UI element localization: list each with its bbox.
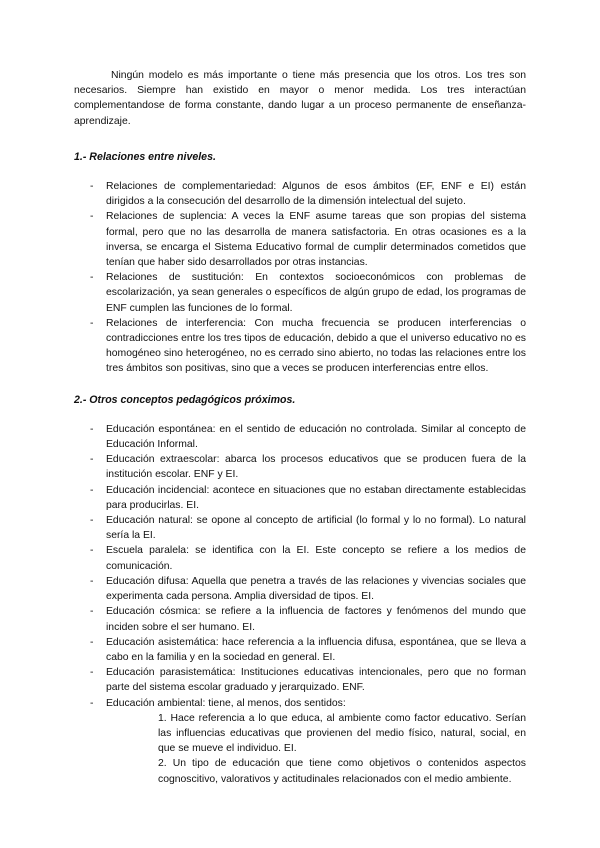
list-item bbox=[74, 270, 526, 316]
list-item bbox=[74, 179, 526, 209]
list-item bbox=[74, 422, 526, 452]
bullet-dash: - bbox=[90, 697, 94, 709]
bullet-dash: - bbox=[90, 545, 94, 557]
list-item-text: Relaciones de complementariedad: Algunos de esos ámbitos (EF, ENF e EI) están dirigidos a la consecución del desarrollo de la dimensión intelectual del sujeto. bbox=[106, 181, 526, 208]
list-item-text: Educación cósmica: se refiere a la influencia de factores y fenómenos del mundo que inciden sobre el ser humano. EI. bbox=[106, 606, 526, 633]
section-2-list bbox=[74, 422, 526, 787]
list-item-text: Educación ambiental: tiene, al menos, dos sentidos: bbox=[106, 697, 346, 709]
bullet-dash: - bbox=[90, 272, 94, 284]
list-item bbox=[74, 696, 526, 787]
list-item-text: Relaciones de sustitución: En contextos socioeconómicos con problemas de escolarización, ya sean generales o específicos de algún grupo de edad, los programas de ENF cumplen las funciones de lo formal. bbox=[106, 272, 526, 314]
bullet-dash: - bbox=[90, 667, 94, 679]
list-item bbox=[74, 543, 526, 573]
section-2-heading: 2.- Otros conceptos pedagógicos próximos. bbox=[74, 393, 296, 406]
sub-item: 2. Un tipo de educación que tiene como objetivos o contenidos aspectos cognoscitivo, valorativos y actitudinales relacionados con el medio ambiente. bbox=[158, 758, 526, 785]
bullet-dash: - bbox=[90, 211, 94, 223]
sub-list bbox=[106, 711, 526, 787]
bullet-dash: - bbox=[90, 606, 94, 618]
bullet-dash: - bbox=[90, 575, 94, 587]
list-item-text: Educación parasistemática: Instituciones educativas intencionales, pero que no forman parte del sistema escolar graduado y jerarquizado. ENF. bbox=[106, 667, 526, 694]
list-item bbox=[74, 574, 526, 604]
list-item bbox=[74, 665, 526, 695]
bullet-dash: - bbox=[90, 317, 94, 329]
list-item-text: Escuela paralela: se identifica con la EI. Este concepto se refiere a los medios de comunicación. bbox=[106, 545, 526, 572]
list-item bbox=[74, 452, 526, 482]
list-item-text: Relaciones de suplencia: A veces la ENF asume tareas que son propias del sistema formal, pero que no las desarrolla de manera satisfactoria. En otras ocasiones es a la inversa, se encarga el Sistema Educativo formal de cumplir determinados cometidos que tenían que haber sido desarrollados por otras instancias. bbox=[106, 211, 526, 269]
bullet-dash: - bbox=[90, 423, 94, 435]
bullet-dash: - bbox=[90, 636, 94, 648]
list-item bbox=[74, 209, 526, 270]
list-item bbox=[74, 604, 526, 634]
list-item-text: Educación espontánea: en el sentido de educación no controlada. Similar al concepto de Educación Informal. bbox=[106, 423, 526, 451]
document-page bbox=[74, 68, 526, 787]
bullet-dash: - bbox=[90, 484, 94, 496]
list-item bbox=[74, 483, 526, 513]
list-item-text: Educación incidencial: acontece en situaciones que no estaban directamente establecidas para producirlas. EI. bbox=[106, 484, 526, 511]
list-item-text: Relaciones de interferencia: Con mucha frecuencia se producen interferencias o contradicciones entre los tres tipos de educación, debido a que el universo educativo no es homogéneo sino heterogéneo, no es cerrado sino abierto, no todas las relaciones entre los tres ámbitos son positivas, sino que a veces se producen interferencias entre ellos. bbox=[106, 317, 526, 375]
bullet-dash: - bbox=[90, 515, 94, 527]
bullet-dash: - bbox=[90, 454, 94, 466]
intro-paragraph: Ningún modelo es más importante o tiene más presencia que los otros. Los tres son necesarios. Siempre han existido en mayor o menor medida. Los tres interactúan complementandose de forma constante, dando lugar a un proceso permanente de enseñanza-aprendizaje. bbox=[74, 70, 526, 127]
list-item-text: Educación difusa: Aquella que penetra a través de las relaciones y vivencias sociales que experimenta cada persona. Amplia diversidad de tipos. EI. bbox=[106, 575, 526, 603]
list-item bbox=[74, 316, 526, 377]
section-1-heading: 1.- Relaciones entre niveles. bbox=[74, 150, 216, 163]
list-item bbox=[74, 513, 526, 543]
list-item-text: Educación asistemática: hace referencia a la influencia difusa, espontánea, que se lleva a cabo en la familia y en la sociedad en general. EI. bbox=[106, 636, 526, 663]
list-item bbox=[74, 635, 526, 665]
section-1-list bbox=[74, 179, 526, 377]
list-item-text: Educación extraescolar: abarca los procesos educativos que se producen fuera de la institución escolar. ENF y EI. bbox=[106, 454, 526, 481]
bullet-dash: - bbox=[90, 181, 94, 193]
list-item-text: Educación natural: se opone al concepto de artificial (lo formal y lo no formal). Lo natural sería la EI. bbox=[106, 515, 526, 542]
sub-item: 1. Hace referencia a lo que educa, al ambiente como factor educativo. Serían las influencias educativas que provienen del medio físico, natural, social, en que se mueve el individuo. EI. bbox=[158, 712, 526, 755]
